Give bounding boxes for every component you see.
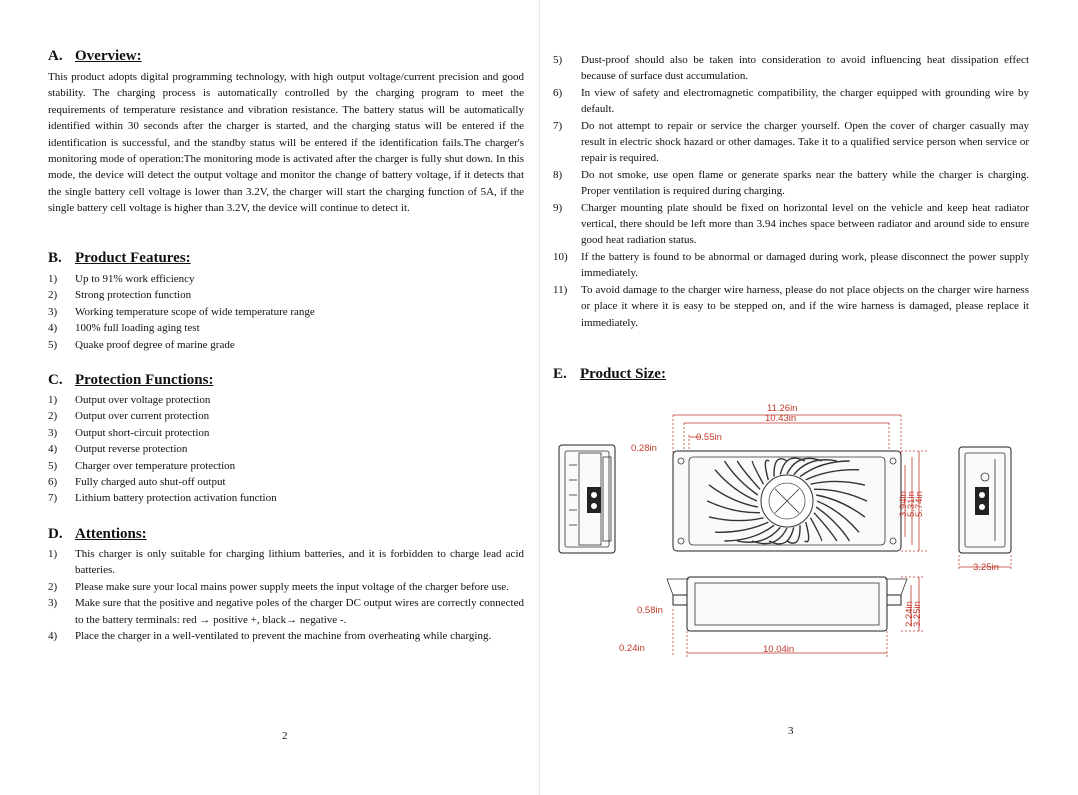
list-item <box>48 490 524 506</box>
list-item <box>48 628 524 644</box>
list-item <box>553 249 1029 282</box>
right-page <box>539 0 1078 795</box>
item-number: 4) <box>48 322 58 335</box>
item-text: Quake proof degree of marine grade <box>75 338 235 351</box>
item-number: 7) <box>553 119 563 132</box>
left-side-view <box>559 445 615 553</box>
features-list <box>48 271 524 353</box>
list-item <box>48 579 524 595</box>
item-number: 9) <box>553 201 563 214</box>
dim-height-b: 5.31in <box>906 491 917 517</box>
list-item <box>553 200 1029 249</box>
list-item <box>48 320 524 336</box>
item-text: Working temperature scope of wide temperature range <box>75 305 315 318</box>
section-title: Protection Functions: <box>75 372 214 388</box>
page-number: 2 <box>282 730 288 742</box>
item-text: Charger over temperature protection <box>75 459 236 472</box>
dim-overall-length: 11.26in <box>767 403 798 414</box>
list-item <box>553 85 1029 118</box>
item-number: 6) <box>48 476 58 489</box>
item-number: 1) <box>48 394 58 406</box>
item-number: 10) <box>553 250 568 263</box>
item-text: To avoid damage to the charger wire harness, please do not place objects on the charger wire harness or place it where it is easy to be stepped on, and if the wire harness is damaged, please replace it immediately. <box>581 283 1029 329</box>
item-number: 5) <box>48 459 58 472</box>
item-number: 1) <box>48 273 58 285</box>
list-item <box>48 425 524 441</box>
list-item <box>553 52 1029 85</box>
section-title: Attentions: <box>75 526 147 542</box>
item-text: Make sure that the positive and negative poles of the charger DC output wires are correctly connected to the battery terminals: red → positive +, black→ negative -. <box>75 597 524 626</box>
section-letter: E. <box>553 366 567 382</box>
attentions-list <box>48 546 524 644</box>
list-item <box>48 287 524 303</box>
dim-height-a: 3.94in <box>898 491 909 517</box>
overview-heading <box>48 48 142 65</box>
item-number: 2) <box>48 410 58 423</box>
product-size-heading <box>553 366 666 383</box>
item-number: 2) <box>48 289 58 302</box>
list-item <box>553 118 1029 167</box>
list-item <box>48 546 524 579</box>
item-text: Output short-circuit protection <box>75 426 210 439</box>
dim-bottom-flange: 0.58in <box>637 605 663 616</box>
list-item <box>48 392 524 408</box>
list-item <box>48 441 524 457</box>
item-text: Output over current protection <box>75 410 210 423</box>
item-text: Do not smoke, use open flame or generate sparks near the battery while the charger is charging. Proper ventilation is required during charging. <box>581 168 1029 198</box>
item-number: 5) <box>553 54 563 66</box>
right-side-view <box>959 447 1011 571</box>
item-text: Lithium battery protection activation function <box>75 492 277 505</box>
item-number: 4) <box>48 443 58 456</box>
item-text: In view of safety and electromagnetic compatibility, the charger equipped with grounding wire by default. <box>581 86 1029 116</box>
section-title: Product Features: <box>75 250 191 266</box>
item-text: Do not attempt to repair or service the charger yourself. Open the cover of charger casually may result in electric shock hazard or other damages. Take it to a qualified service person when service or repair is required. <box>581 119 1029 165</box>
features-heading <box>48 250 191 267</box>
item-text: 100% full loading aging test <box>75 322 200 335</box>
item-number: 3) <box>48 426 58 439</box>
protection-list <box>48 392 524 507</box>
item-number: 5) <box>48 338 58 351</box>
item-text: Output over voltage protection <box>75 394 211 406</box>
dim-mount-length: 10.43in <box>765 413 797 424</box>
item-number: 7) <box>48 492 58 505</box>
item-number: 2) <box>48 580 58 593</box>
item-text: This charger is only suitable for charging lithium batteries, and it is forbidden to charge lead acid batteries. <box>75 548 524 577</box>
section-letter: A. <box>48 48 63 64</box>
list-item <box>48 271 524 287</box>
list-item <box>48 474 524 490</box>
list-item <box>553 282 1029 331</box>
dim-height-c: 5.74in <box>914 491 925 517</box>
item-number: 8) <box>553 168 563 181</box>
item-number: 3) <box>48 305 58 318</box>
list-item <box>48 595 524 628</box>
item-text: Fully charged auto shut-off output <box>75 476 226 489</box>
item-text: Charger mounting plate should be fixed on horizontal level on the vehicle and keep heat radiator vertical, there should be left more than 3.94 inches space between radiator and around side to ensure good heat radiation status. <box>581 201 1029 247</box>
protection-heading <box>48 372 213 389</box>
dim-inset: 0.55in <box>696 432 722 443</box>
item-text: Strong protection function <box>75 289 192 302</box>
section-title: Overview: <box>75 48 142 64</box>
item-text: If the battery is found to be abnormal or damaged during work, please disconnect the power supply immediately. <box>581 250 1029 280</box>
page-number: 3 <box>788 725 794 737</box>
list-item <box>48 458 524 474</box>
list-item <box>48 304 524 320</box>
list-item <box>48 337 524 353</box>
section-letter: D. <box>48 526 63 542</box>
overview-text: This product adopts digital programming technology, with high output voltage/current precision and good stability. The charging process is automatically controlled by the charging program to meet the requirements of temperature resistance and vibration resistance. The battery status will be automatically identified within 30 seconds after the charger is started, and the charging status will be entered if the identification is successful, and the standby status will be entered if the identification fails.The charger's monitoring mode of operation:The monitoring mode is activated after the charger is fully shut down. In this mode, the device will detect the output voltage and monitor the change of battery voltage, if it detects that the single battery cell voltage is lower than 3.2V, the charger will start the charging function of 5A, if the single battery cell voltage is higher than 3.2V, the device will continue to detect it. <box>48 71 524 215</box>
section-letter: B. <box>48 250 62 266</box>
item-number: 1) <box>48 548 58 560</box>
item-text: Up to 91% work efficiency <box>75 273 195 285</box>
section-title: Product Size: <box>580 366 666 382</box>
item-text: Output reverse protection <box>75 443 188 456</box>
item-number: 3) <box>48 597 58 610</box>
attentions-continued-list <box>553 52 1029 331</box>
dim-side-depth: 3.25in <box>973 562 999 573</box>
dim-base-length: 10.04in <box>763 644 795 655</box>
dim-bottom-height-a: 2.24in <box>904 601 915 627</box>
item-number: 11) <box>553 283 568 296</box>
product-size-drawing <box>539 395 1078 665</box>
list-item <box>553 167 1029 200</box>
item-text: Place the charger in a well-ventilated to prevent the machine from overheating while charging. <box>75 630 492 643</box>
dim-flange-top: 0.28in <box>631 443 657 454</box>
section-letter: C. <box>48 372 63 388</box>
dim-bottom-height-b: 3.25in <box>912 601 923 627</box>
dim-bottom-edge: 0.24in <box>619 643 645 654</box>
item-number: 4) <box>48 630 58 643</box>
item-text: Please make sure your local mains power supply meets the input voltage of the charger before use. <box>75 580 509 593</box>
item-number: 6) <box>553 86 563 99</box>
attentions-heading <box>48 526 147 543</box>
front-view <box>667 577 923 657</box>
list-item <box>48 408 524 424</box>
item-text: Dust-proof should also be taken into consideration to avoid influencing heat dissipation effect because of surface dust accumulation. <box>581 54 1029 83</box>
